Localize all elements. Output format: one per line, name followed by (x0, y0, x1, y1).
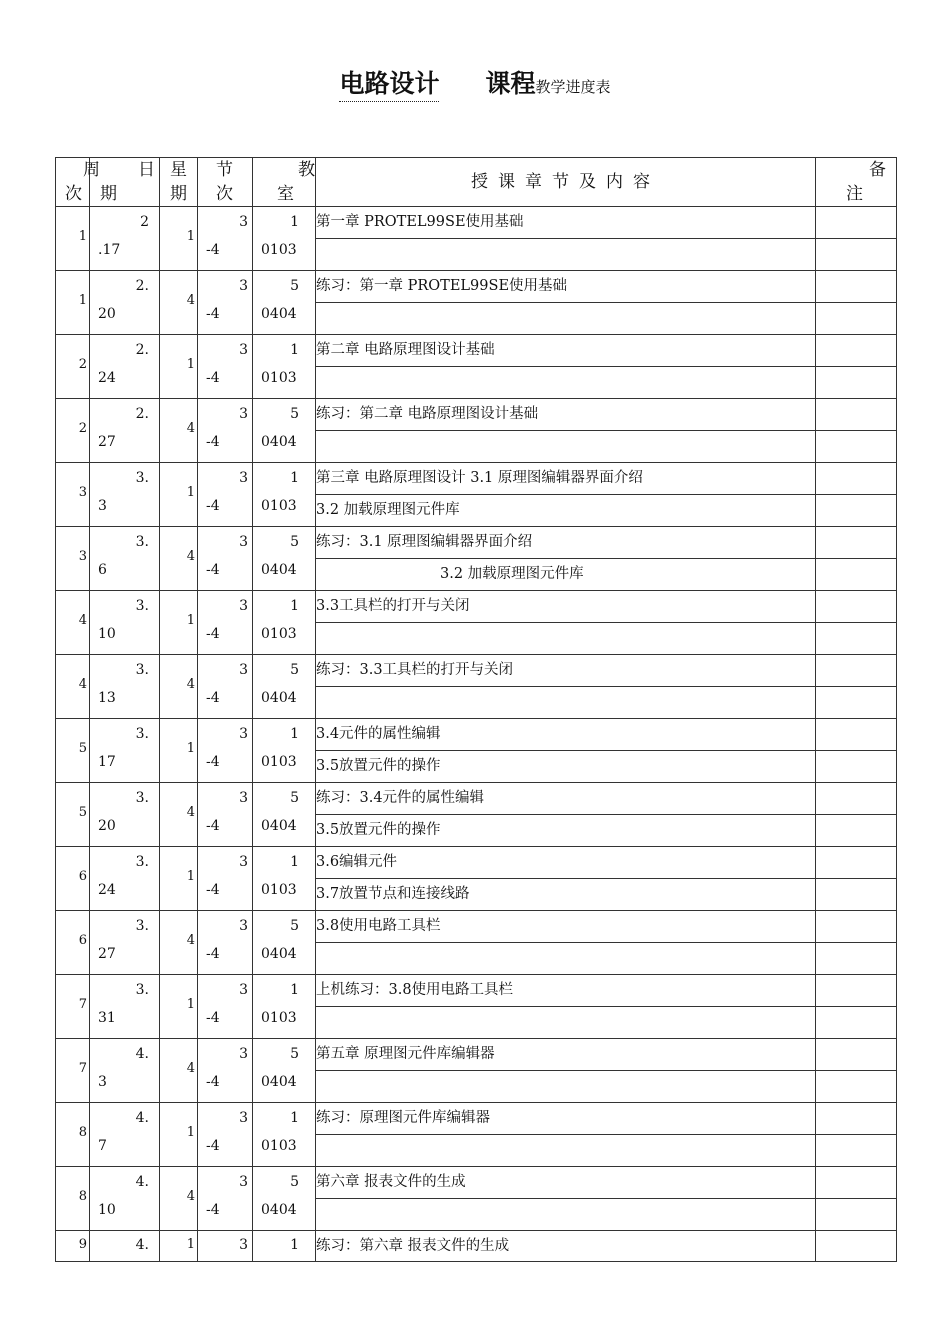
content-line-1: 3.3工具栏的打开与关闭 (316, 591, 816, 623)
weekday-cell: 1 (160, 719, 198, 783)
session-cell: 3 -4 (198, 975, 253, 1039)
title-suffix: 教学进度表 (535, 78, 611, 96)
room-cell: 1 (253, 1231, 316, 1262)
content-line-2: 3.7放置节点和连接线路 (316, 879, 816, 911)
room-cell: 1 0103 (253, 463, 316, 527)
room-cell: 5 0404 (253, 1167, 316, 1231)
notes-cell (816, 975, 897, 1007)
content-line-2 (316, 1135, 816, 1167)
date-cell: 3. 31 (90, 975, 160, 1039)
week-cell: 1 (56, 207, 90, 271)
date-cell: 3. 6 (90, 527, 160, 591)
room-cell: 5 0404 (253, 399, 316, 463)
weekday-cell: 1 (160, 335, 198, 399)
session-cell: 3 -4 (198, 911, 253, 975)
week-cell: 3 (56, 463, 90, 527)
content-line-1: 3.6编辑元件 (316, 847, 816, 879)
table-row (56, 527, 897, 559)
weekday-cell: 4 (160, 1039, 198, 1103)
notes-cell (816, 911, 897, 943)
notes-cell (816, 719, 897, 751)
table-row (56, 1103, 897, 1135)
notes-cell (816, 591, 897, 623)
table-row (56, 399, 897, 431)
weekday-cell: 4 (160, 911, 198, 975)
notes-cell (816, 1231, 897, 1262)
table-row (56, 1167, 897, 1199)
notes-cell (816, 1167, 897, 1199)
session-cell: 3 -4 (198, 591, 253, 655)
content-line-1: 练习：3.3工具栏的打开与关闭 (316, 655, 816, 687)
content-line-1: 第六章 报表文件的生成 (316, 1167, 816, 1199)
header-week: 周 次 (56, 158, 90, 207)
room-cell: 1 0103 (253, 207, 316, 271)
header-room: 教 室 (253, 158, 316, 207)
session-cell: 3 -4 (198, 207, 253, 271)
room-cell: 1 0103 (253, 975, 316, 1039)
room-cell: 1 0103 (253, 591, 316, 655)
date-cell: 2 .17 (90, 207, 160, 271)
week-cell: 1 (56, 271, 90, 335)
weekday-cell: 1 (160, 1231, 198, 1262)
weekday-cell: 4 (160, 527, 198, 591)
notes-cell (816, 623, 897, 655)
notes-cell (816, 207, 897, 239)
room-cell: 5 0404 (253, 1039, 316, 1103)
table-row (56, 655, 897, 687)
content-line-1: 第五章 原理图元件库编辑器 (316, 1039, 816, 1071)
weekday-cell: 4 (160, 655, 198, 719)
table-row (56, 847, 897, 879)
week-cell: 3 (56, 527, 90, 591)
notes-cell (816, 1071, 897, 1103)
weekday-cell: 1 (160, 1103, 198, 1167)
date-cell: 3. 20 (90, 783, 160, 847)
session-cell: 3 -4 (198, 335, 253, 399)
date-cell: 4. (90, 1231, 160, 1262)
week-cell: 7 (56, 1039, 90, 1103)
date-cell: 4. 10 (90, 1167, 160, 1231)
week-cell: 5 (56, 783, 90, 847)
table-row (56, 335, 897, 367)
notes-cell (816, 687, 897, 719)
date-cell: 3. 27 (90, 911, 160, 975)
weekday-cell: 1 (160, 975, 198, 1039)
session-cell: 3 -4 (198, 271, 253, 335)
session-cell: 3 -4 (198, 719, 253, 783)
session-cell: 3 -4 (198, 399, 253, 463)
week-cell: 4 (56, 591, 90, 655)
table-row (56, 783, 897, 815)
notes-cell (816, 847, 897, 879)
week-cell: 6 (56, 911, 90, 975)
week-cell: 8 (56, 1167, 90, 1231)
week-cell: 2 (56, 399, 90, 463)
notes-cell (816, 495, 897, 527)
content-line-2 (316, 367, 816, 399)
content-line-2 (316, 1199, 816, 1231)
content-line-2 (316, 623, 816, 655)
table-row (56, 463, 897, 495)
header-notes: 备 注 (816, 158, 897, 207)
week-cell: 2 (56, 335, 90, 399)
table-row (56, 1231, 897, 1262)
session-cell: 3 -4 (198, 655, 253, 719)
week-cell: 6 (56, 847, 90, 911)
content-line-2: 3.2 加载原理图元件库 (316, 495, 816, 527)
table-row (56, 975, 897, 1007)
notes-cell (816, 1135, 897, 1167)
notes-cell (816, 879, 897, 911)
content-line-1: 练习：原理图元件库编辑器 (316, 1103, 816, 1135)
room-cell: 5 0404 (253, 655, 316, 719)
session-cell: 3 -4 (198, 847, 253, 911)
notes-cell (816, 399, 897, 431)
session-cell: 3 -4 (198, 527, 253, 591)
content-line-2 (316, 431, 816, 463)
content-line-2 (316, 1007, 816, 1039)
room-cell: 5 0404 (253, 527, 316, 591)
content-line-1: 练习：第二章 电路原理图设计基础 (316, 399, 816, 431)
date-cell: 4. 3 (90, 1039, 160, 1103)
header-session: 节 次 (198, 158, 253, 207)
room-cell: 1 0103 (253, 847, 316, 911)
title-subject: 电路设计 (339, 64, 439, 102)
date-cell: 3. 13 (90, 655, 160, 719)
content-line-1: 3.4元件的属性编辑 (316, 719, 816, 751)
table-row (56, 1039, 897, 1071)
weekday-cell: 1 (160, 591, 198, 655)
content-line-1: 上机练习：3.8使用电路工具栏 (316, 975, 816, 1007)
weekday-cell: 1 (160, 463, 198, 527)
table-row (56, 911, 897, 943)
session-cell: 3 -4 (198, 1103, 253, 1167)
weekday-cell: 1 (160, 847, 198, 911)
date-cell: 3. 3 (90, 463, 160, 527)
notes-cell (816, 367, 897, 399)
header-row (56, 158, 897, 207)
notes-cell (816, 303, 897, 335)
title-course-word: 课程 (485, 69, 536, 98)
notes-cell (816, 335, 897, 367)
content-line-1: 练习：3.4元件的属性编辑 (316, 783, 816, 815)
notes-cell (816, 655, 897, 687)
notes-cell (816, 527, 897, 559)
session-cell: 3 -4 (198, 1167, 253, 1231)
content-line-1: 第二章 电路原理图设计基础 (316, 335, 816, 367)
notes-cell (816, 943, 897, 975)
notes-cell (816, 271, 897, 303)
notes-cell (816, 239, 897, 271)
session-cell: 3 (198, 1231, 253, 1262)
session-cell: 3 -4 (198, 783, 253, 847)
date-cell: 2. 27 (90, 399, 160, 463)
session-cell: 3 -4 (198, 1039, 253, 1103)
date-cell: 2. 20 (90, 271, 160, 335)
content-line-1: 第三章 电路原理图设计 3.1 原理图编辑器界面介绍 (316, 463, 816, 495)
content-line-2: 3.2 加载原理图元件库 (316, 559, 816, 591)
notes-cell (816, 463, 897, 495)
table-row (56, 271, 897, 303)
room-cell: 1 0103 (253, 719, 316, 783)
content-line-2 (316, 239, 816, 271)
date-cell: 4. 7 (90, 1103, 160, 1167)
session-cell: 3 -4 (198, 463, 253, 527)
date-cell: 3. 17 (90, 719, 160, 783)
room-cell: 1 0103 (253, 335, 316, 399)
room-cell: 5 0404 (253, 783, 316, 847)
content-line-1: 第一章 PROTEL99SE使用基础 (316, 207, 816, 239)
content-line-2 (316, 943, 816, 975)
content-line-2: 3.5放置元件的操作 (316, 751, 816, 783)
table-row (56, 719, 897, 751)
notes-cell (816, 559, 897, 591)
notes-cell (816, 1007, 897, 1039)
content-line-2 (316, 303, 816, 335)
notes-cell (816, 431, 897, 463)
date-cell: 3. 24 (90, 847, 160, 911)
room-cell: 5 0404 (253, 911, 316, 975)
notes-cell (816, 815, 897, 847)
notes-cell (816, 783, 897, 815)
content-line-1: 3.8使用电路工具栏 (316, 911, 816, 943)
content-line-2 (316, 687, 816, 719)
weekday-cell: 4 (160, 271, 198, 335)
week-cell: 5 (56, 719, 90, 783)
weekday-cell: 4 (160, 783, 198, 847)
notes-cell (816, 751, 897, 783)
header-date: 日 期 (90, 158, 160, 207)
room-cell: 5 0404 (253, 271, 316, 335)
room-cell: 1 0103 (253, 1103, 316, 1167)
date-cell: 3. 10 (90, 591, 160, 655)
content-line-1: 练习：3.1 原理图编辑器界面介绍 (316, 527, 816, 559)
content-line-2: 3.5放置元件的操作 (316, 815, 816, 847)
document-title (0, 64, 950, 102)
table-row (56, 591, 897, 623)
content-line-1: 练习：第六章 报表文件的生成 (316, 1231, 816, 1262)
content-line-1: 练习：第一章 PROTEL99SE使用基础 (316, 271, 816, 303)
header-weekday: 星 期 (160, 158, 198, 207)
schedule-table (55, 157, 897, 1262)
header-content: 授课章节及内容 (316, 158, 816, 207)
table-row (56, 207, 897, 239)
notes-cell (816, 1103, 897, 1135)
week-cell: 4 (56, 655, 90, 719)
date-cell: 2. 24 (90, 335, 160, 399)
weekday-cell: 4 (160, 399, 198, 463)
week-cell: 7 (56, 975, 90, 1039)
week-cell: 9 (56, 1231, 90, 1262)
notes-cell (816, 1039, 897, 1071)
content-line-2 (316, 1071, 816, 1103)
week-cell: 8 (56, 1103, 90, 1167)
weekday-cell: 1 (160, 207, 198, 271)
weekday-cell: 4 (160, 1167, 198, 1231)
notes-cell (816, 1199, 897, 1231)
